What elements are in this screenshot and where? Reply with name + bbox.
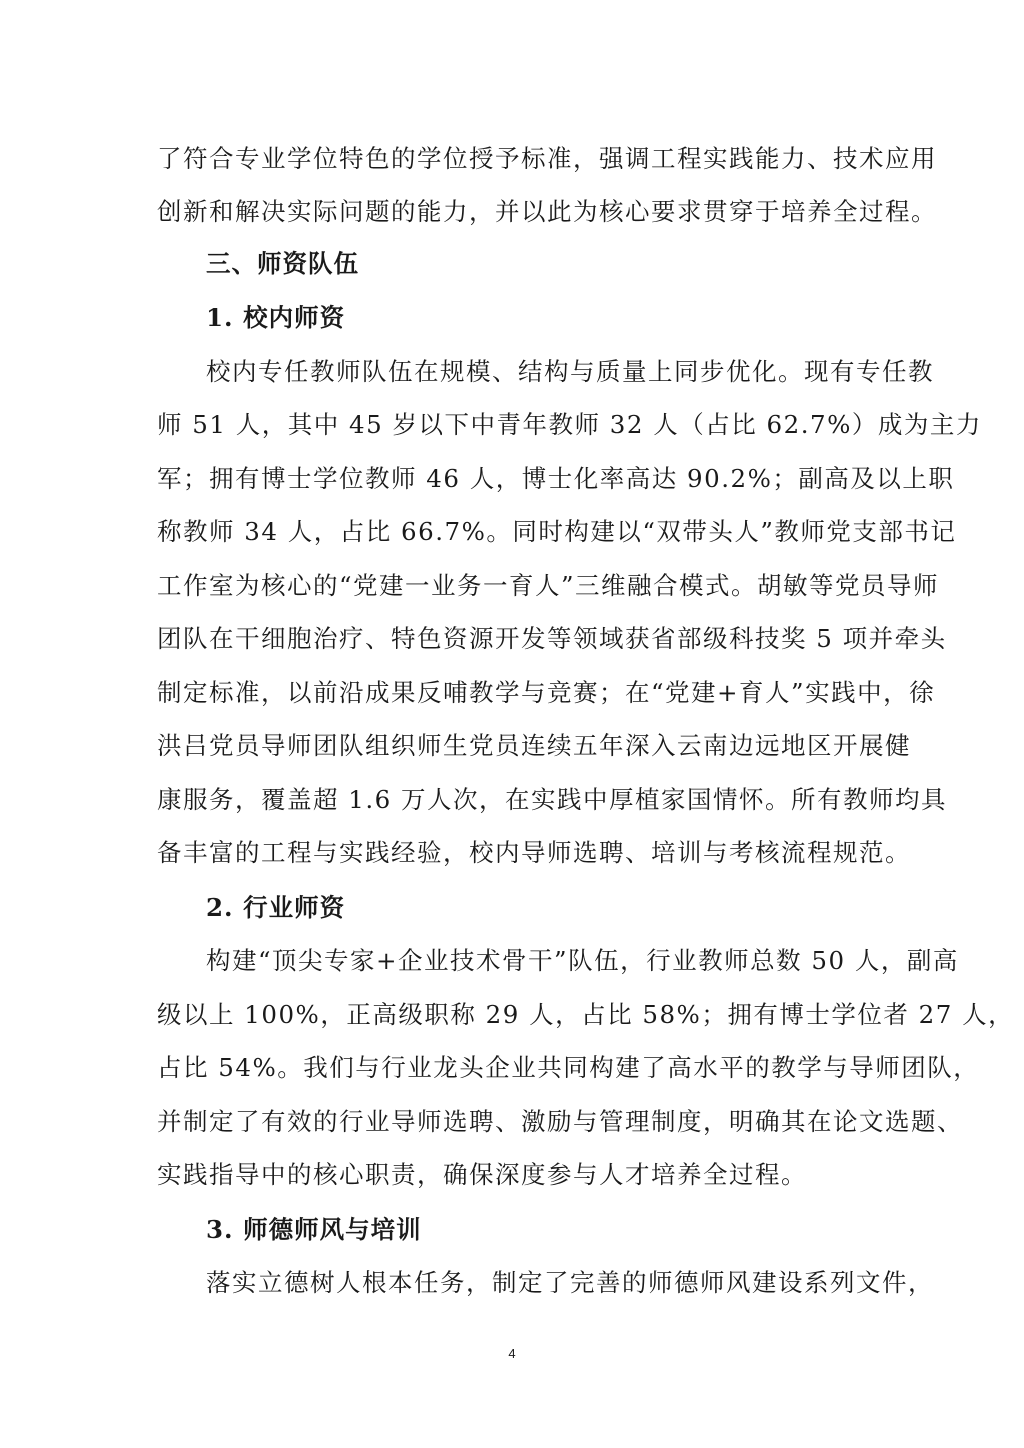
section-heading: 三、师资队伍 (206, 249, 359, 278)
body-text-line: 康服务，覆盖超 1.6 万人次，在实践中厚植家国情怀。所有教师均具 (157, 785, 948, 814)
body-text-line: 师 51 人，其中 45 岁以下中青年教师 32 人（占比 62.7%）成为主力 (157, 410, 982, 439)
page-number: 4 (508, 1346, 516, 1361)
subsection-heading: 2. 行业师资 (206, 893, 346, 922)
body-text-line: 洪吕党员导师团队组织师生党员连续五年深入云南边远地区开展健 (157, 731, 911, 760)
subsection-heading: 3. 师德师风与培训 (206, 1215, 422, 1244)
paragraph-first-line: 构建“顶尖专家+企业技术骨干”队伍，行业教师总数 50 人，副高 (206, 946, 959, 975)
body-text-line: 称教师 34 人，占比 66.7%。同时构建以“双带头人”教师党支部书记 (157, 517, 957, 546)
body-text-line: 团队在干细胞治疗、特色资源开发等领域获省部级科技奖 5 项并牵头 (157, 624, 947, 653)
paragraph-first-line: 落实立德树人根本任务，制定了完善的师德师风建设系列文件， (206, 1268, 934, 1297)
subsection-heading: 1. 校内师资 (206, 303, 346, 332)
body-text-line: 制定标准，以前沿成果反哺教学与竞赛；在“党建+育人”实践中，徐 (157, 678, 936, 707)
paragraph-first-line: 校内专任教师队伍在规模、结构与质量上同步优化。现有专任教 (206, 357, 934, 386)
body-text-line: 占比 54%。我们与行业龙头企业共同构建了高水平的教学与导师团队， (157, 1053, 980, 1082)
body-text-line: 级以上 100%，正高级职称 29 人，占比 58%；拥有博士学位者 27 人， (157, 1000, 1015, 1029)
body-text-line: 备丰富的工程与实践经验，校内导师选聘、培训与考核流程规范。 (157, 838, 911, 867)
body-text-line: 并制定了有效的行业导师选聘、激励与管理制度，明确其在论文选题、 (157, 1107, 963, 1136)
body-text-line: 了符合专业学位特色的学位授予标准，强调工程实践能力、技术应用 (157, 144, 937, 173)
body-text-line: 工作室为核心的“党建一业务一育人”三维融合模式。胡敏等党员导师 (157, 571, 940, 600)
body-text-line: 军；拥有博士学位教师 46 人，博士化率高达 90.2%；副高及以上职 (157, 464, 955, 493)
body-text-line: 实践指导中的核心职责，确保深度参与人才培养全过程。 (157, 1160, 807, 1189)
body-text-line: 创新和解决实际问题的能力，并以此为核心要求贯穿于培养全过程。 (157, 197, 937, 226)
